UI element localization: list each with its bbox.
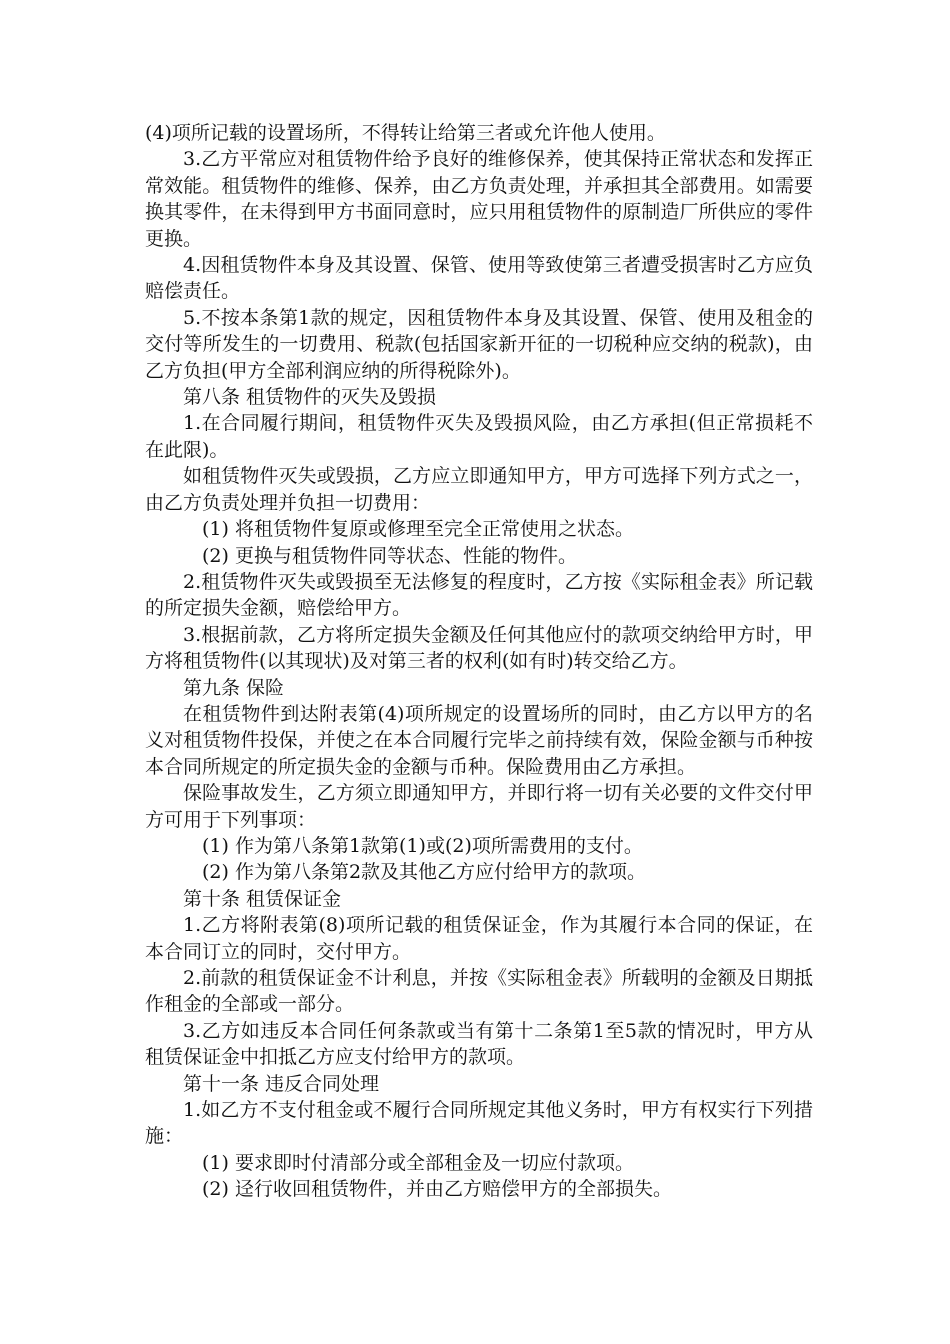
article-11-heading: 第十一条 违反合同处理 xyxy=(183,1072,380,1095)
paragraph-clause-7-5: 5.不按本条第1款的规定，因租赁物件本身及其设置、保管、使用及租金的交付等所发生的一切费用、税款(包括国家新开征的一切税种应交纳的税款)，由乙方负担(甲方全部利润应纳的所得税除外)。 xyxy=(145,306,813,382)
list-item-11-1-1: (1) 要求即时付清部分或全部租金及一切应付款项。 xyxy=(202,1151,634,1174)
paragraph-clause-10-2: 2.前款的租赁保证金不计利息，并按《实际租金表》所载明的金额及日期抵作租金的全部或一部分。 xyxy=(145,967,813,1016)
article-8-heading: 第八条 租赁物件的灭失及毁损 xyxy=(183,386,437,409)
paragraph-clause-7-3: 3.乙方平常应对租赁物件给予良好的维修保养，使其保持正常状态和发挥正常效能。租赁物件的维修、保养，由乙方负责处理，并承担其全部费用。如需要换其零件，在未得到甲方书面同意时，应只用租赁物件的原制造厂所供应的零件更换。 xyxy=(145,148,813,250)
list-item-8-1-2: (2) 更换与租赁物件同等状态、性能的物件。 xyxy=(202,544,577,567)
paragraph-clause-10-1: 1.乙方将附表第(8)项所记载的租赁保证金，作为其履行本合同的保证，在本合同订立的同时，交付甲方。 xyxy=(145,914,813,963)
paragraph-clause-8-1-options: 如租赁物件灭失或毁损，乙方应立即通知甲方，甲方可选择下列方式之一，由乙方负责处理并负担一切费用： xyxy=(145,465,813,514)
article-10-heading: 第十条 租赁保证金 xyxy=(183,887,342,910)
paragraph-clause-11-1: 1.如乙方不支付租金或不履行合同所规定其他义务时，甲方有权实行下列措施： xyxy=(145,1099,813,1148)
paragraph-clause-7-4: 4.因租赁物件本身及其设置、保管、使用等致使第三者遭受损害时乙方应负赔偿责任。 xyxy=(145,254,813,303)
document-body xyxy=(145,120,813,1203)
list-item-9-2-1: (1) 作为第八条第1款第(1)或(2)项所需费用的支付。 xyxy=(202,834,643,857)
paragraph-continuation: (4)项所记载的设置场所，不得转让给第三者或允许他人使用。 xyxy=(145,122,666,144)
list-item-11-1-2: (2) 迳行收回租赁物件，并由乙方赔偿甲方的全部损失。 xyxy=(202,1178,672,1201)
paragraph-clause-10-3: 3.乙方如违反本合同任何条款或当有第十二条第1至5款的情况时，甲方从租赁保证金中扣抵乙方应支付给甲方的款项。 xyxy=(145,1019,813,1069)
list-item-8-1-1: (1) 将租赁物件复原或修理至完全正常使用之状态。 xyxy=(202,518,634,541)
list-item-9-2-2: (2) 作为第八条第2款及其他乙方应付给甲方的款项。 xyxy=(202,861,647,884)
paragraph-clause-8-2: 2.租赁物件灭失或毁损至无法修复的程度时，乙方按《实际租金表》所记载的所定损失金额，赔偿给甲方。 xyxy=(145,570,813,620)
paragraph-clause-9-2: 保险事故发生，乙方须立即通知甲方，并即行将一切有关必要的文件交付甲方可用于下列事项： xyxy=(145,782,813,831)
paragraph-clause-8-1: 1.在合同履行期间，租赁物件灭失及毁损风险，由乙方承担(但正常损耗不在此限)。 xyxy=(145,412,813,461)
article-9-heading: 第九条 保险 xyxy=(183,676,285,699)
paragraph-clause-8-3: 3.根据前款，乙方将所定损失金额及任何其他应付的款项交纳给甲方时，甲方将租赁物件(以其现状)及对第三者的权利(如有时)转交给乙方。 xyxy=(145,623,813,673)
paragraph-clause-9-1: 在租赁物件到达附表第(4)项所规定的设置场所的同时，由乙方以甲方的名义对租赁物件投保，并使之在本合同履行完毕之前持续有效，保险金额与币种按本合同所规定的所定损失金的金额与币种。保险费用由乙方承担。 xyxy=(145,702,813,778)
